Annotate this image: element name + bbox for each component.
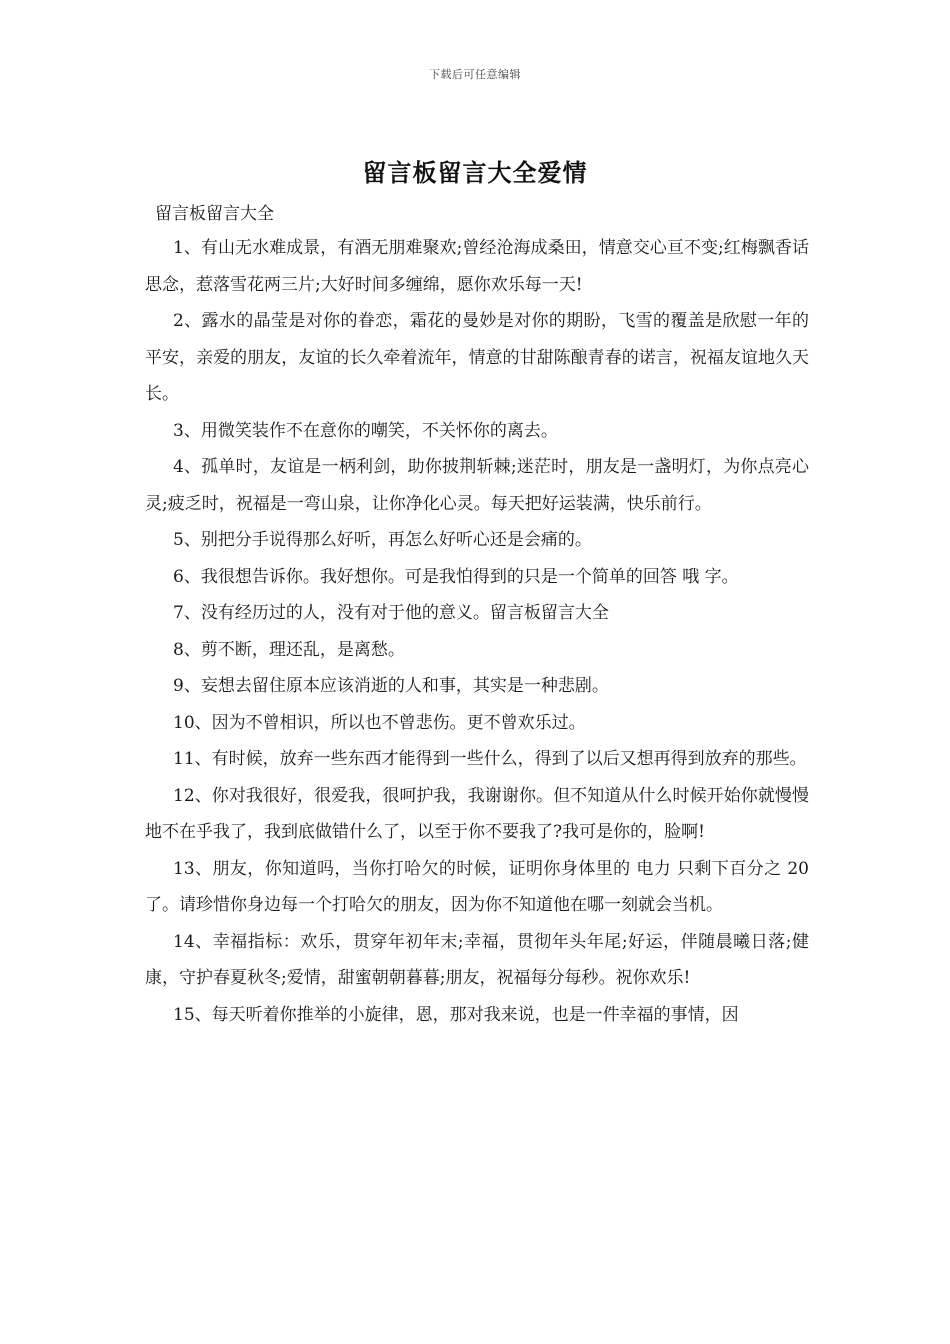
page-title: 留言板留言大全爱情: [362, 158, 588, 187]
paragraph-1: 1、有山无水难成景，有酒无朋难聚欢;曾经沧海成桑田，情意交心亘不变;红梅飘香话思念，惹落雪花两三片;大好时间多缠绵，愿你欢乐每一天!: [145, 238, 809, 295]
header-note: 下载后可任意编辑: [429, 68, 521, 81]
body-text: [145, 230, 809, 1033]
paragraph-15: 15、每天听着你推举的小旋律，恩，那对我来说，也是一件幸福的事情，因: [173, 1004, 739, 1025]
paragraph-3: 3、用微笑装作不在意你的嘲笑，不关怀你的离去。: [173, 420, 558, 441]
paragraph-4: 4、孤单时，友谊是一柄利剑，助你披荆斩棘;迷茫时，朋友是一盏明灯，为你点亮心灵;疲乏时，祝福是一弯山泉，让你净化心灵。每天把好运装满，快乐前行。: [145, 457, 809, 514]
paragraph-9: 9、妄想去留住原本应该消逝的人和事，其实是一种悲剧。: [173, 676, 609, 696]
paragraph-12: 12、你对我很好，很爱我，很呵护我，我谢谢你。但不知道从什么时候开始你就慢慢地不在乎我了，我到底做错什么了，以至于你不要我了?我可是你的，脸啊!: [145, 785, 809, 842]
paragraph-7: 7、没有经历过的人，没有对于他的意义。留言板留言大全: [173, 603, 609, 623]
paragraph-5: 5、别把分手说得那么好听，再怎么好听心还是会痛的。: [173, 530, 592, 550]
paragraph-14: 14、幸福指标：欢乐，贯穿年初年末;幸福，贯彻年头年尾;好运，伴随晨曦日落;健康，守护春夏秋冬;爱情，甜蜜朝朝暮暮;朋友，祝福每分每秒。祝你欢乐!: [145, 931, 809, 988]
paragraph-6: 6、我很想告诉你。我好想你。可是我怕得到的只是一个简单的回答 哦 字。: [173, 566, 739, 587]
page-subtitle: 留言板留言大全: [155, 204, 274, 224]
paragraph-13: 13、朋友，你知道吗，当你打哈欠的时候，证明你身体里的 电力 只剩下百分之 20 了。请珍惜你身边每一个打哈欠的朋友，因为你不知道他在哪一刻就会当机。: [145, 858, 809, 915]
paragraph-8: 8、剪不断，理还乱，是离愁。: [173, 639, 405, 660]
paragraph-11: 11、有时候，放弃一些东西才能得到一些什么，得到了以后又想再得到放弃的那些。: [173, 749, 807, 769]
paragraph-10: 10、因为不曾相识，所以也不曾悲伤。更不曾欢乐过。: [173, 712, 586, 733]
paragraph-2: 2、露水的晶莹是对你的眷恋，霜花的曼妙是对你的期盼，飞雪的覆盖是欣慰一年的平安，亲爱的朋友，友谊的长久牵着流年，情意的甘甜陈酿青春的诺言，祝福友谊地久天长。: [145, 311, 809, 404]
